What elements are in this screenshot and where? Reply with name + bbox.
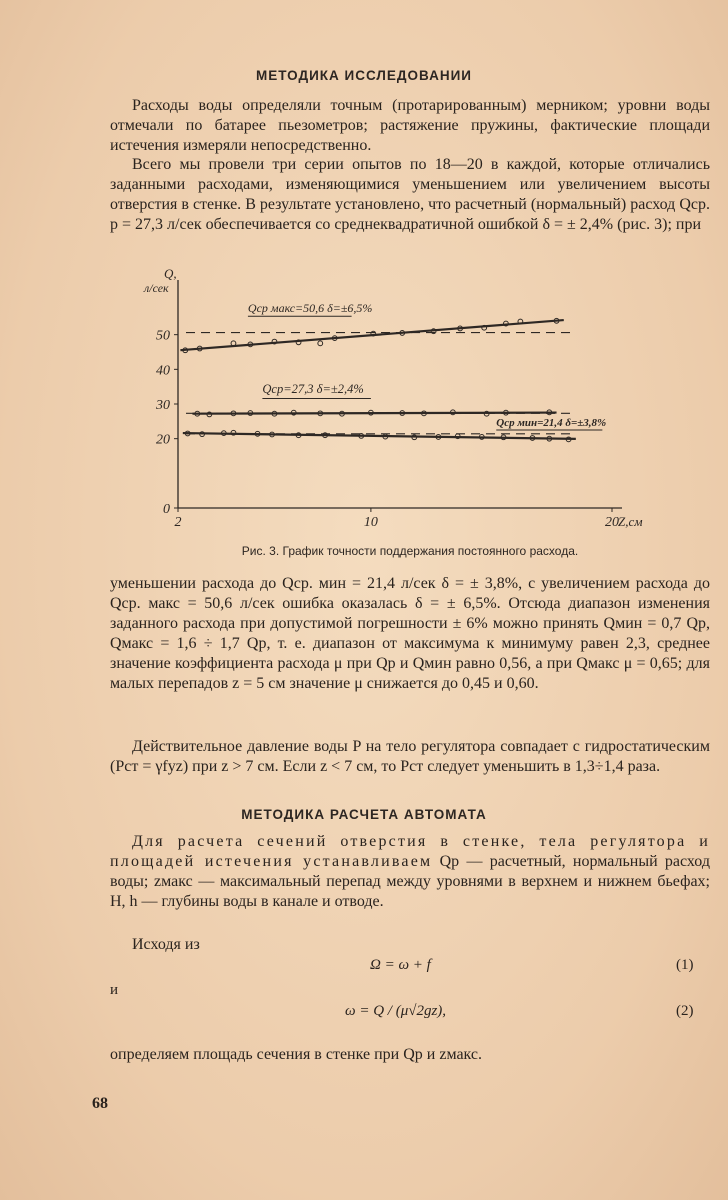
section-heading-calculation: МЕТОДИКА РАСЧЕТА АВТОМАТА	[241, 807, 487, 822]
data-point	[318, 341, 323, 346]
precision-chart	[0, 250, 728, 550]
paragraph-1: Расходы воды определяли точным (протарированным) мерником; уровни воды отмечали по батарее пьезометров; растяжение пружины, фактические площади истечения измеряли непосредственно.	[110, 97, 710, 154]
equation-1: Ω = ω + f	[370, 957, 431, 973]
paragraph-7: определяем площадь сечения в стенке при Qр и zмакс.	[110, 1046, 483, 1063]
equation-2-number: (2)	[676, 1003, 694, 1019]
figure-caption: Рис. 3. График точности поддержания постоянного расхода.	[241, 544, 579, 558]
y-tick-label: 50	[156, 328, 170, 344]
y-tick-label: 0	[163, 502, 170, 517]
paragraph-5-spaced: Для расчета сечений отверстия в стенке, тела регулятора и площадей истечения устанавливаем	[110, 833, 710, 870]
conjunction-and: и	[110, 982, 119, 998]
annotation-max: Qср макс=50,6 δ=±6,5%	[247, 301, 373, 316]
paragraph-6: Исходя из	[132, 936, 200, 953]
paragraph-3: уменьшении расхода до Qср. мин = 21,4 л/сек δ = ± 3,8%, с увеличением расхода до Qср. макс = 50,6 л/сек ошибка оказалась δ = ± 6,5%. Отсюда диапазон изменения заданного расхода при допустимой погрешности ± 6% можно принять Qмин = 0,7 Qр, Qмакс = 1,6 ÷ 1,7 Qр, т. е. диапазон от максимума к минимуму равен 2,3, среднее значение коэффициента расхода μ при Qр и Qмин равно 0,56, а при Qмакс μ = 0,65; для малых перепадов z = 5 см значение μ снижается до 0,45 и 0,60.	[110, 575, 710, 692]
section-heading-methodology: МЕТОДИКА ИССЛЕДОВАНИИ	[256, 68, 472, 83]
y-tick-label: 20	[156, 432, 170, 448]
x-axis-label: Z,см	[618, 514, 643, 529]
equation-1-number: (1)	[676, 957, 694, 973]
y-tick-label: 30	[156, 398, 170, 413]
x-tick-label: 10	[363, 515, 378, 530]
trend-line	[192, 413, 556, 414]
paragraph-4: Действительное давление воды P на тело регулятора совпадает с гидростатическим (Pст = γfуz) при z > 7 см. Если z < 7 см, то Pст следует уменьшить в 1,3÷1,4 раза.	[110, 738, 710, 775]
annotation-normal: Qср=27,3 δ=±2,4%	[262, 381, 364, 396]
y-axis-unit: л/сек	[144, 281, 169, 295]
x-tick-label: 20	[605, 515, 619, 530]
paragraph-5	[110, 832, 710, 912]
annotation-min: Qср мин=21,4 δ=±3,8%	[496, 417, 607, 430]
x-tick-label: 2	[174, 515, 182, 530]
equation-2: ω = Q / (μ√2gz),	[345, 1003, 447, 1019]
paragraph-5-rest: Qр — расчетный, нормальный расход воды; zмакс — максимальный перепад между уровнями в верхнем и нижнем бьефах; H, h — глубины воды в канале и отводе.	[110, 853, 710, 910]
y-axis-label: Q,	[164, 266, 177, 281]
paragraph-2: Всего мы провели три серии опытов по 18—20 в каждой, которые отличались заданными расходами, изменяющимися уменьшением или увеличением высоты отверстия в стенке. В результате установлено, что расчетный (нормальный) расход Qср. р = 27,3 л/сек обеспечивается со среднеквадратичной ошибкой δ = ± 2,4% (рис. 3); при	[110, 156, 710, 233]
page-number: 68	[92, 1095, 108, 1112]
y-tick-label: 40	[156, 363, 170, 379]
